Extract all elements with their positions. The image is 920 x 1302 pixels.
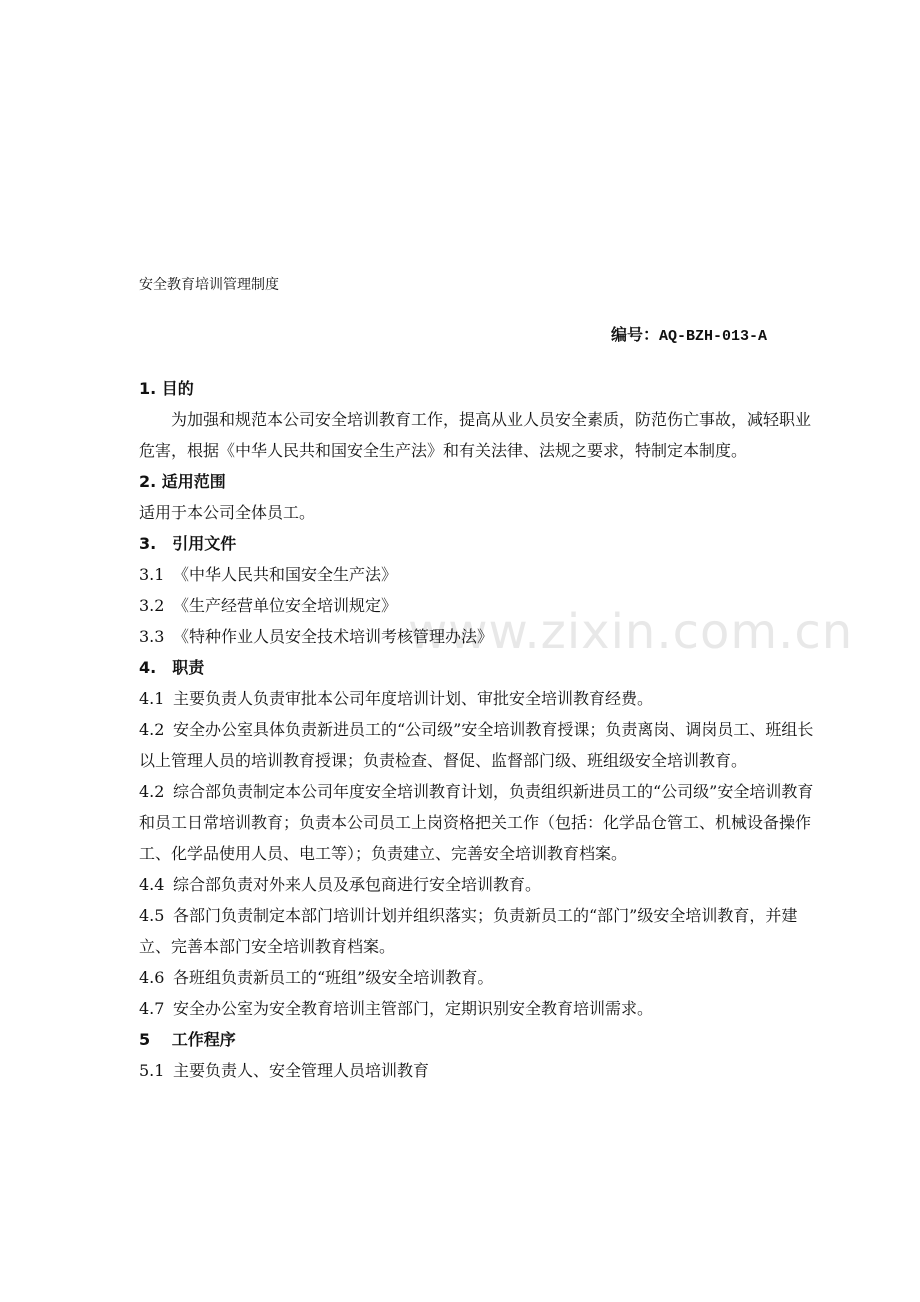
item-number: 3.2: [139, 596, 165, 615]
item-number: 4.7: [139, 999, 165, 1018]
section-text-scope: 适用于本公司全体员工。: [139, 503, 316, 522]
item-text: 综合部负责制定本公司年度安全培训教育计划，负责组织新进员工的“公司级”安全培训教育和员工日常培训教育；负责本公司员工上岗资格把关工作（包括：化学品仓管工、机械设备操作工、化学品使用人员、电工等）；负责建立、完善安全培训教育档案。: [139, 782, 814, 863]
item-number: 4.1: [139, 689, 165, 708]
item-number: 4.6: [139, 968, 165, 987]
item-number: 4.2: [139, 782, 165, 801]
responsibility-item: [139, 714, 823, 776]
reference-item: [139, 621, 823, 652]
item-number: 3.1: [139, 565, 165, 584]
item-number: 5.1: [139, 1061, 165, 1080]
item-number: 4.2: [139, 720, 165, 739]
responsibility-item: [139, 900, 823, 962]
responsibility-item: [139, 962, 823, 993]
reference-item: [139, 559, 823, 590]
responsibility-item: [139, 869, 823, 900]
item-text: 主要负责人负责审批本公司年度培训计划、审批安全培训教育经费。: [173, 689, 654, 708]
section-heading-scope: 2. 适用范围: [139, 472, 226, 491]
responsibility-item: [139, 776, 823, 869]
item-text: 《生产经营单位安全培训规定》: [173, 596, 398, 615]
item-text: 各班组负责新员工的“班组”级安全培训教育。: [173, 968, 494, 987]
procedure-item: [139, 1055, 823, 1086]
document-code: [611, 324, 767, 348]
item-text: 《中华人民共和国安全生产法》: [173, 565, 398, 584]
document-code-label: 编号：: [611, 325, 660, 344]
responsibility-item: [139, 683, 823, 714]
item-text: 主要负责人、安全管理人员培训教育: [173, 1061, 430, 1080]
item-text: 安全办公室具体负责新进员工的“公司级”安全培训教育授课；负责离岗、调岗员工、班组长以上管理人员的培训教育授课；负责检查、督促、监督部门级、班组级安全培训教育。: [139, 720, 814, 770]
watermark: www.zixin.com.cn: [408, 604, 854, 660]
section-text-purpose: 为加强和规范本公司安全培训教育工作，提高从业人员安全素质，防范伤亡事故，减轻职业危害，根据《中华人民共和国安全生产法》和有关法律、法规之要求，特制定本制度。: [139, 410, 812, 460]
document-code-value: AQ-BZH-013-A: [659, 328, 768, 345]
item-number: 4.5: [139, 906, 165, 925]
item-text: 安全办公室为安全教育培训主管部门，定期识别安全教育培训需求。: [173, 999, 654, 1018]
section-heading-procedure: 5 工作程序: [139, 1030, 236, 1049]
section-heading-responsibilities: 4. 职责: [139, 658, 205, 677]
section-heading-references: 3. 引用文件: [139, 534, 237, 553]
reference-item: [139, 590, 823, 621]
item-number: 3.3: [139, 627, 165, 646]
item-text: 《特种作业人员安全技术培训考核管理办法》: [173, 627, 494, 646]
responsibility-item: [139, 993, 823, 1024]
section-heading-purpose: 1. 目的: [139, 379, 194, 398]
item-text: 各部门负责制定本部门培训计划并组织落实；负责新员工的“部门”级安全培训教育，并建立、完善本部门安全培训教育档案。: [139, 906, 798, 956]
document-title: 安全教育培训管理制度: [139, 277, 279, 293]
item-text: 综合部负责对外来人员及承包商进行安全培训教育。: [173, 875, 542, 894]
document-body: [139, 373, 823, 1086]
item-number: 4.4: [139, 875, 165, 894]
